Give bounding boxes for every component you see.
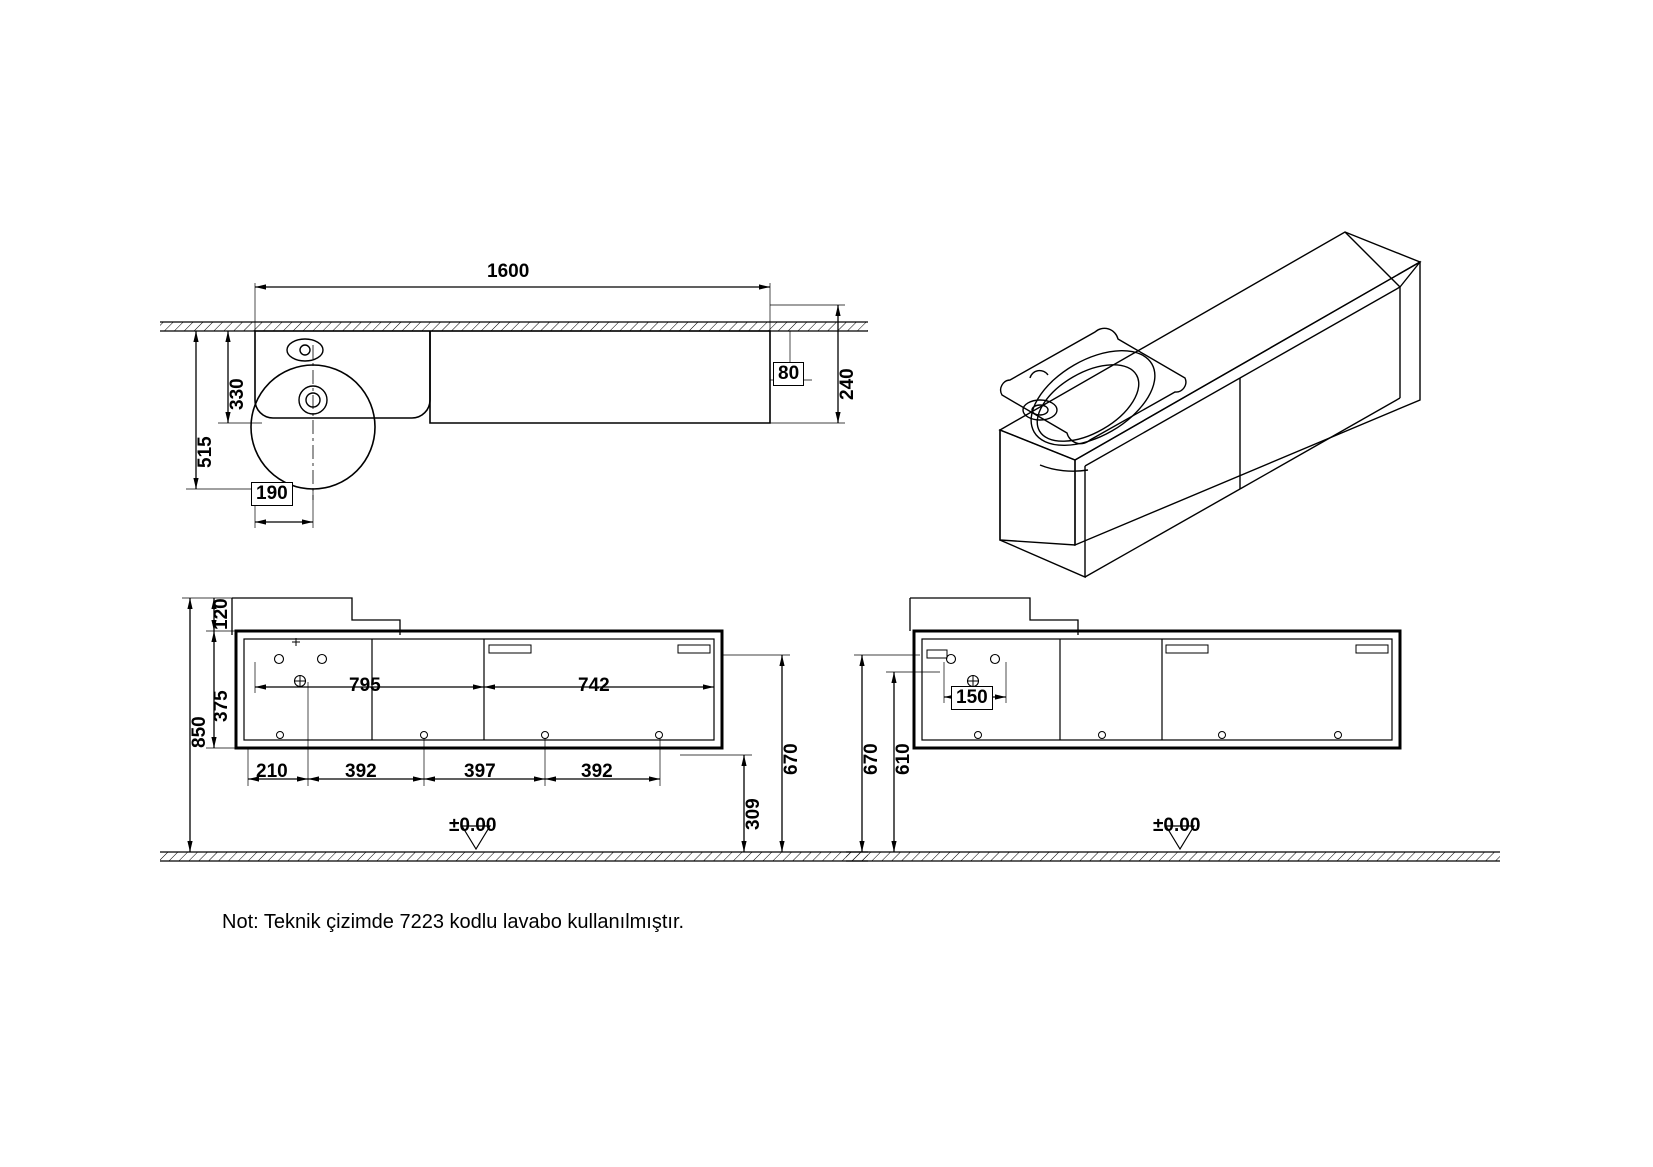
dim-front-742: 742 xyxy=(578,675,610,696)
level-marker-left: ±0.00 xyxy=(449,815,497,836)
dim-top-back-80: 80 xyxy=(773,362,804,386)
dim-top-depth-515: 515 xyxy=(195,436,216,468)
level-marker-right: ±0.00 xyxy=(1153,815,1201,836)
dim-front-375: 375 xyxy=(211,690,232,722)
dim-front-seg-392b: 392 xyxy=(581,761,613,782)
dim-front-850: 850 xyxy=(189,716,210,748)
dim-top-tap-190: 190 xyxy=(251,482,293,506)
dim-front-seg-392a: 392 xyxy=(345,761,377,782)
drawing-note: Not: Teknik çizimde 7223 kodlu lavabo kullanılmıştır. xyxy=(222,911,685,933)
iso-geometry xyxy=(1000,232,1420,577)
dim-side-150: 150 xyxy=(951,686,993,710)
dim-front-seg-210: 210 xyxy=(256,761,288,782)
dim-top-width-1600: 1600 xyxy=(487,261,530,282)
dim-front-670: 670 xyxy=(781,743,802,775)
dim-front-309: 309 xyxy=(743,798,764,830)
dim-front-795: 795 xyxy=(349,675,381,696)
dim-side-670: 670 xyxy=(861,743,882,775)
dim-front-120: 120 xyxy=(211,598,232,630)
top-view-wall xyxy=(160,322,868,331)
dim-top-counter-240: 240 xyxy=(837,368,858,400)
dim-side-610: 610 xyxy=(893,743,914,775)
dim-top-basin-330: 330 xyxy=(227,378,248,410)
dim-front-seg-397: 397 xyxy=(464,761,496,782)
